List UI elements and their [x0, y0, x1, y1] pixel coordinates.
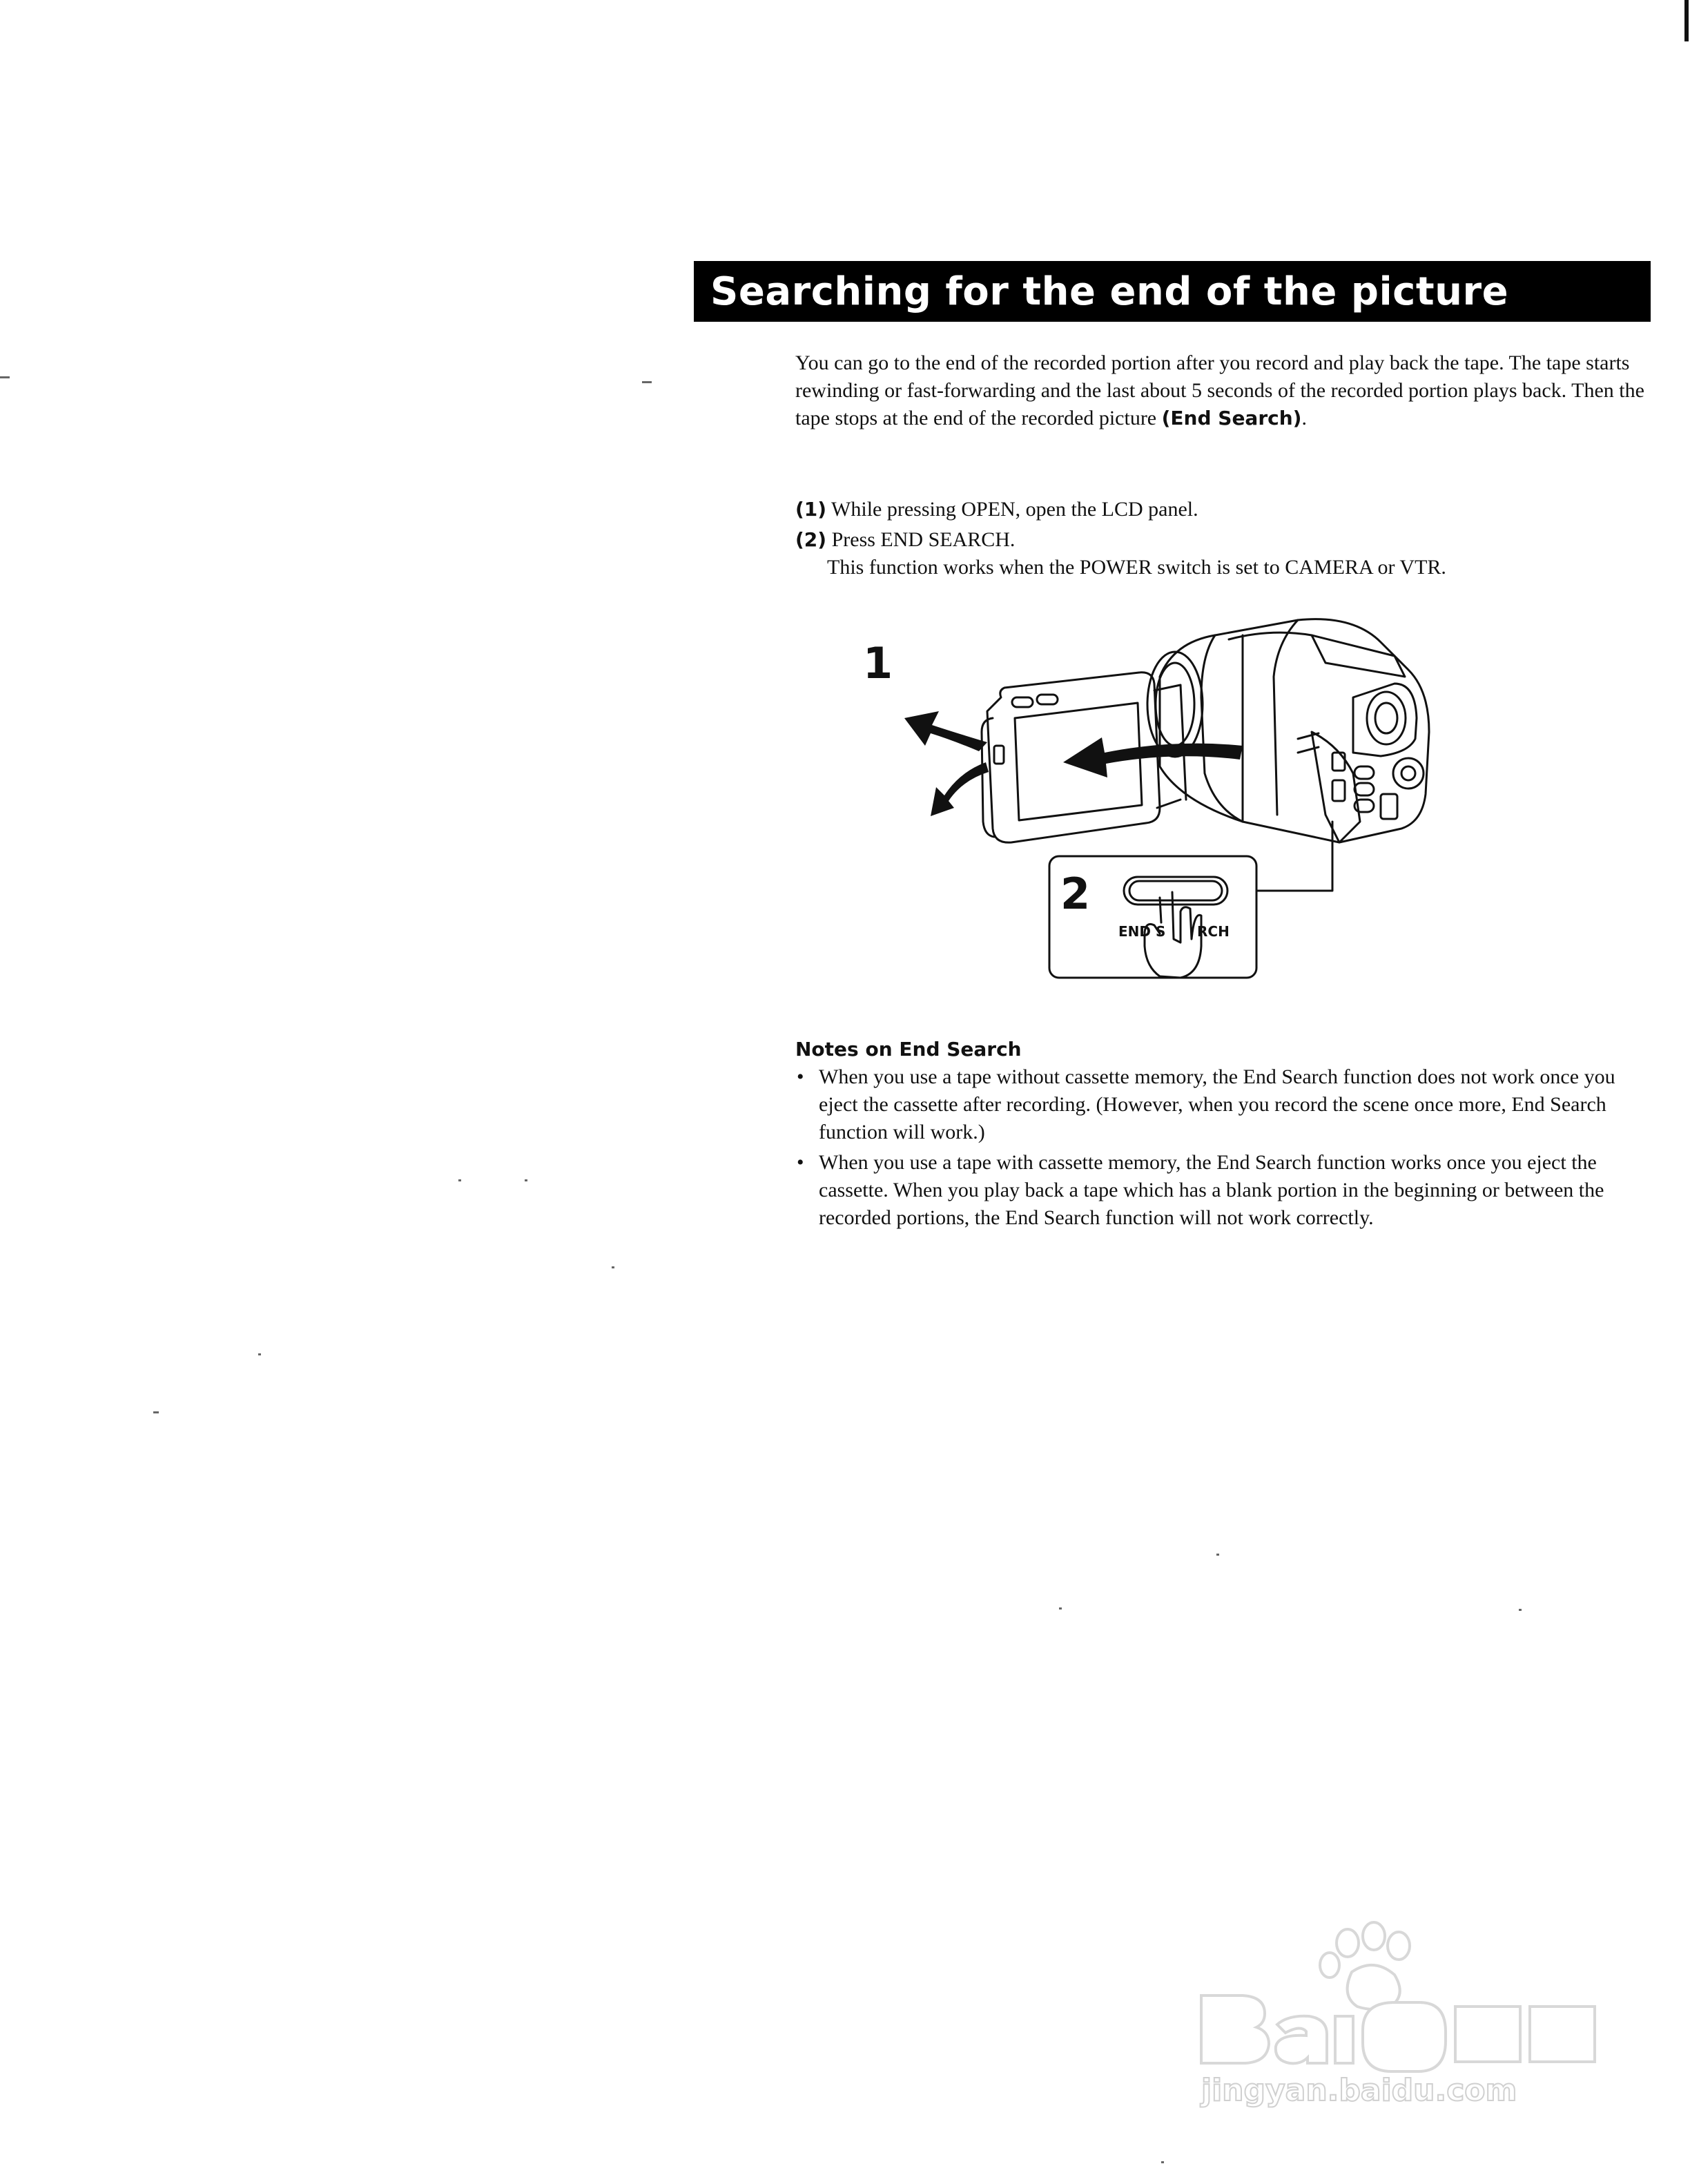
intro-term: (End Search): [1161, 407, 1302, 429]
figure-label-2: 2: [1060, 869, 1091, 919]
intro-paragraph: [795, 349, 1651, 432]
note-text: When you use a tape without cassette memory, the End Search function does not work once you eject the cassette after recording. (However, when you record the scene once more, End Search function will work.): [819, 1065, 1615, 1143]
scan-speck: [458, 1179, 461, 1181]
notes-list: [795, 1063, 1651, 1232]
scan-speck: [525, 1179, 527, 1181]
watermark-url: jingyan.baidu.com: [1201, 2073, 1517, 2108]
step-text: While pressing OPEN, open the LCD panel.: [831, 498, 1198, 521]
scan-speck: [612, 1266, 614, 1268]
step-1: [795, 496, 1651, 523]
camcorder-illustration: [856, 615, 1477, 994]
step-subtext: This function works when the POWER switch is set to CAMERA or VTR.: [827, 556, 1446, 579]
intro-end: .: [1301, 407, 1307, 429]
intro-text: You can go to the end of the recorded portion after you record and play back the tape. The tape starts rewinding or fast-forwarding and the last about 5 seconds of the recorded portion plays back. Then the tape stops at the end of the recorded picture: [795, 351, 1644, 429]
scan-speck: [1059, 1607, 1062, 1610]
note-item: [795, 1149, 1651, 1232]
scan-speck: [1161, 2161, 1164, 2163]
step-text: Press END SEARCH.: [831, 528, 1016, 551]
scan-speck: [1519, 1609, 1522, 1611]
camcorder-body-icon: [1147, 619, 1429, 842]
bullet-icon: •: [797, 1151, 804, 1174]
step-number: (1): [795, 498, 827, 521]
swing-arrow-icon: [1063, 737, 1243, 777]
end-search-label-right: RCH: [1197, 923, 1230, 940]
scan-speck: [153, 1411, 159, 1413]
scan-speck: [1216, 1554, 1219, 1556]
open-arrow-icon: [904, 711, 989, 816]
baidu-watermark-logo: [1187, 1906, 1602, 2113]
end-search-label-left: END S: [1118, 923, 1166, 940]
paw-icon: [1320, 1922, 1410, 2009]
scan-speck: [258, 1353, 261, 1355]
page-title: Searching for the end of the picture: [694, 261, 1651, 322]
step-2: [795, 526, 1651, 581]
figure-label-1: 1: [863, 638, 893, 688]
scan-speck: [642, 381, 652, 383]
step-number: (2): [795, 528, 827, 551]
scan-speck: [0, 376, 10, 378]
notes-heading: Notes on End Search: [795, 1038, 1022, 1061]
end-search-callout-icon: [1049, 822, 1332, 978]
note-item: [795, 1063, 1651, 1146]
steps-list: [795, 496, 1651, 584]
notes-section: [795, 1036, 1651, 1235]
note-text: When you use a tape with cassette memory, the End Search function works once you eject the cassette. When you play back a tape which has a blank portion in the beginning or between the recorded portions, the End Search function will not work correctly.: [819, 1151, 1604, 1229]
bullet-icon: •: [797, 1065, 804, 1088]
page-edge-mark: [1684, 0, 1689, 41]
